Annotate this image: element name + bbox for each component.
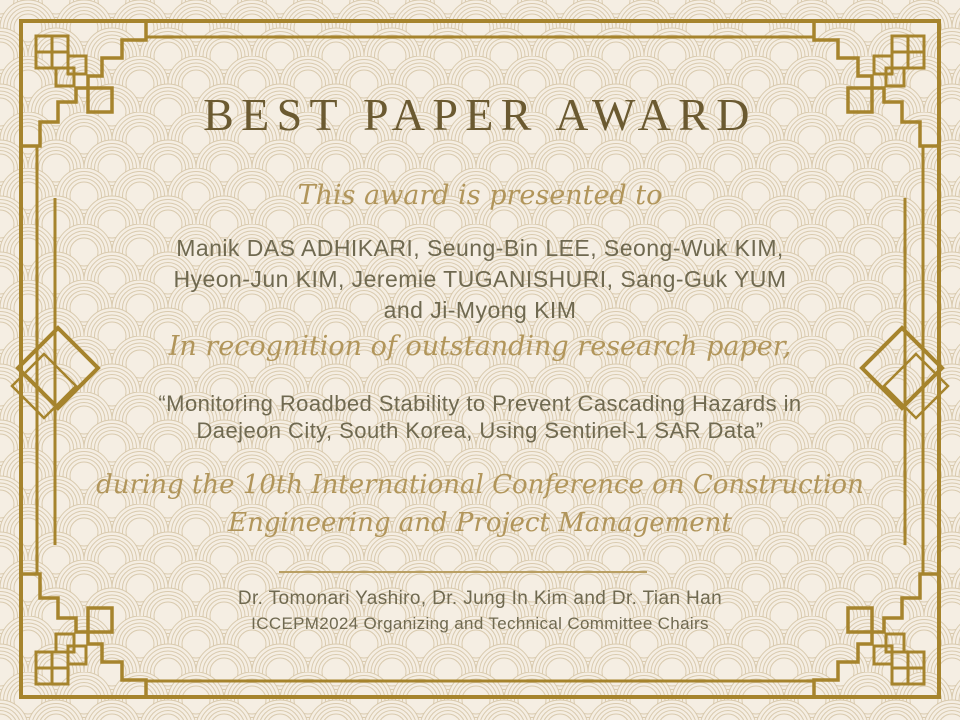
conference-line-2: Engineering and Project Management <box>228 508 732 538</box>
recipient-line-3: and Ji-Myong KIM <box>383 297 577 323</box>
conference-line-1: during the 10th International Conference on Construction <box>96 470 864 500</box>
recipient-line-1: Manik DAS ADHIKARI, Seung-Bin LEE, Seong-Wuk KIM, <box>176 235 784 261</box>
signature-divider <box>279 571 647 573</box>
paper-title-line-2: Daejeon City, South Korea, Using Sentinel-1 SAR Data” <box>196 418 764 443</box>
recipient-line-2: Hyeon-Jun KIM, Jeremie TUGANISHURI, Sang-Guk YUM <box>173 266 787 292</box>
conference-line <box>0 466 960 542</box>
signatories-role: ICCEPM2024 Organizing and Technical Committee Chairs <box>251 614 709 633</box>
signatories: Dr. Tomonari Yashiro, Dr. Jung In Kim and Dr. Tian Han <box>237 588 723 609</box>
paper-title <box>0 390 960 444</box>
recognition-line: In recognition of outstanding research paper, <box>168 331 792 362</box>
presented-line: This award is presented to <box>297 180 663 211</box>
paper-title-line-1: “Monitoring Roadbed Stability to Prevent Cascading Hazards in <box>158 391 802 416</box>
recipient-names <box>0 233 960 326</box>
award-title: BEST PAPER AWARD <box>203 89 757 140</box>
